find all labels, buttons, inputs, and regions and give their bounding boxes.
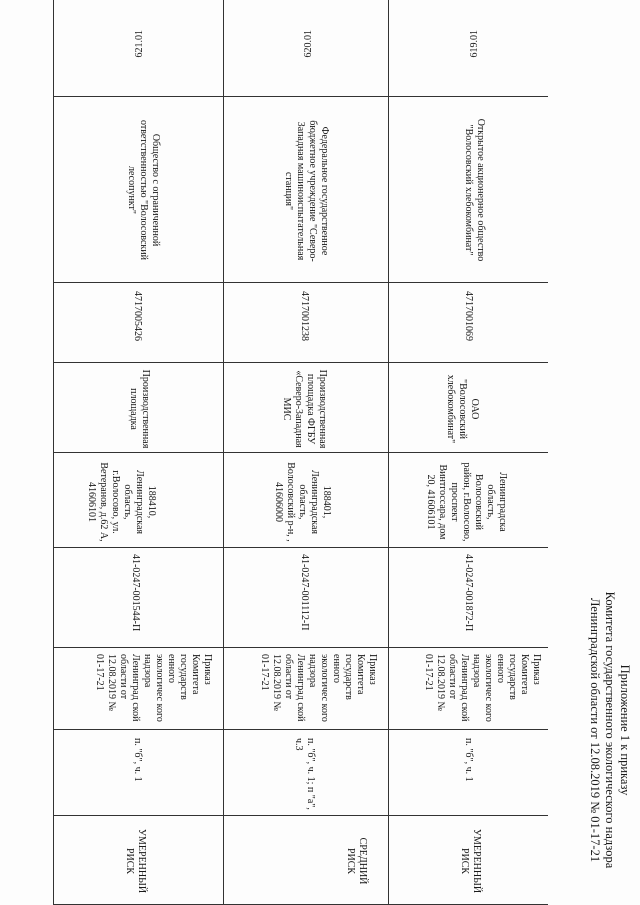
header-line-3: Ленинградской области от 12.08.2019 № 01-17-21: [588, 597, 602, 863]
address: Ленинградска область, Волосовский район, г.Волосово, проспект Винтгоссара, дом 20, 41606101: [425, 462, 508, 542]
address-cell: [388, 452, 548, 547]
header-line-2: Комитета государственного экологического надзора: [603, 591, 617, 869]
risk-level: УМЕРЕННЫЙ РИСК: [124, 828, 147, 894]
code-cell: [53, 547, 223, 647]
org-name-cell: [223, 96, 388, 282]
org-name-cell: [388, 96, 548, 282]
org-name-cell: [53, 96, 223, 282]
point-cell: [388, 729, 548, 815]
address: 188401, Ленинградская область, Волосовский р-н, , 41606000: [273, 462, 332, 542]
inn: 4717001238: [299, 291, 310, 341]
order-ref: Приказ Комитета государств енного экологичес кого надзора Ленинград ской области от 12.08.2019 № 01-17-21: [94, 654, 213, 722]
risk-cell: [53, 815, 223, 905]
order-ref: Приказ Комитета государств енного экологичес кого надзора Ленинград ской области от 12.08.2019 № 01-17-21: [259, 654, 378, 722]
org-name: Федеральное государственное бюджетное учреждение "Северо-Западная машиноиспытательная станция": [283, 120, 330, 262]
header-line-1: Приложение 1 к приказу: [618, 664, 632, 796]
order-cell: [53, 647, 223, 729]
risk-cell: [223, 815, 388, 905]
order-cell: [388, 647, 548, 729]
point-cell: [223, 729, 388, 815]
object-name: ОАО "Волосовский хлебокомбинат": [445, 374, 480, 444]
legal-point: п. "б", ч. 1; п "а", ч.3: [293, 738, 316, 810]
row-number: 620.01: [303, 30, 314, 58]
org-name: Общество с ограниченной ответственностью "Волосовский лесопункт": [126, 120, 161, 260]
row-number: 621.01: [134, 30, 145, 58]
table-row: [223, 0, 388, 905]
object-code: 41-0247-001112-П: [299, 554, 310, 631]
table-row: [388, 0, 548, 905]
order-cell: [223, 647, 388, 729]
object-code: 41-0247-001544-П: [130, 554, 141, 632]
object-cell: [223, 362, 388, 452]
org-name: Открытое акционерное общество "Волосовский хлебокомбинат": [463, 118, 486, 262]
risk-level: УМЕРЕННЫЙ РИСК: [459, 828, 482, 894]
risk-cell: [388, 815, 548, 905]
address-cell: [53, 452, 223, 547]
object-code: 41-0247-001872-П: [463, 554, 474, 632]
risk-level: СРЕДНИЙ РИСК: [345, 837, 368, 885]
inn-cell: [388, 282, 548, 362]
inn: 4717001069: [463, 291, 474, 341]
legal-point: п. "б", ч. 1: [132, 738, 143, 782]
code-cell: [388, 547, 548, 647]
row-number-cell: [388, 0, 548, 96]
object-name: Производственная площадка ФГБУ «Северо-Западная МИС: [281, 369, 328, 449]
object-cell: [388, 362, 548, 452]
inn-cell: [223, 282, 388, 362]
row-number: 619.01: [469, 30, 480, 58]
inn-cell: [53, 282, 223, 362]
address: 188410, Ленинградская область, г.Волосово, ул. Ветеранов, д.62 А, 41606101: [86, 462, 157, 542]
object-cell: [53, 362, 223, 452]
legal-point: п. "б", ч. 1: [463, 738, 474, 782]
object-name: Производственная площадка: [128, 369, 151, 449]
order-ref: Приказ Комитета государств енного экологичес кого надзора Ленинград ской области от 12.08.2019 № 01-17-21: [423, 654, 542, 722]
document-header: [587, 585, 632, 875]
register-table: [12, 0, 548, 905]
inn: 4717005426: [132, 291, 143, 341]
row-number-cell: [223, 0, 388, 96]
row-number-cell: [53, 0, 223, 96]
address-cell: [223, 452, 388, 547]
table-row: [53, 0, 223, 905]
point-cell: [53, 729, 223, 815]
code-cell: [223, 547, 388, 647]
